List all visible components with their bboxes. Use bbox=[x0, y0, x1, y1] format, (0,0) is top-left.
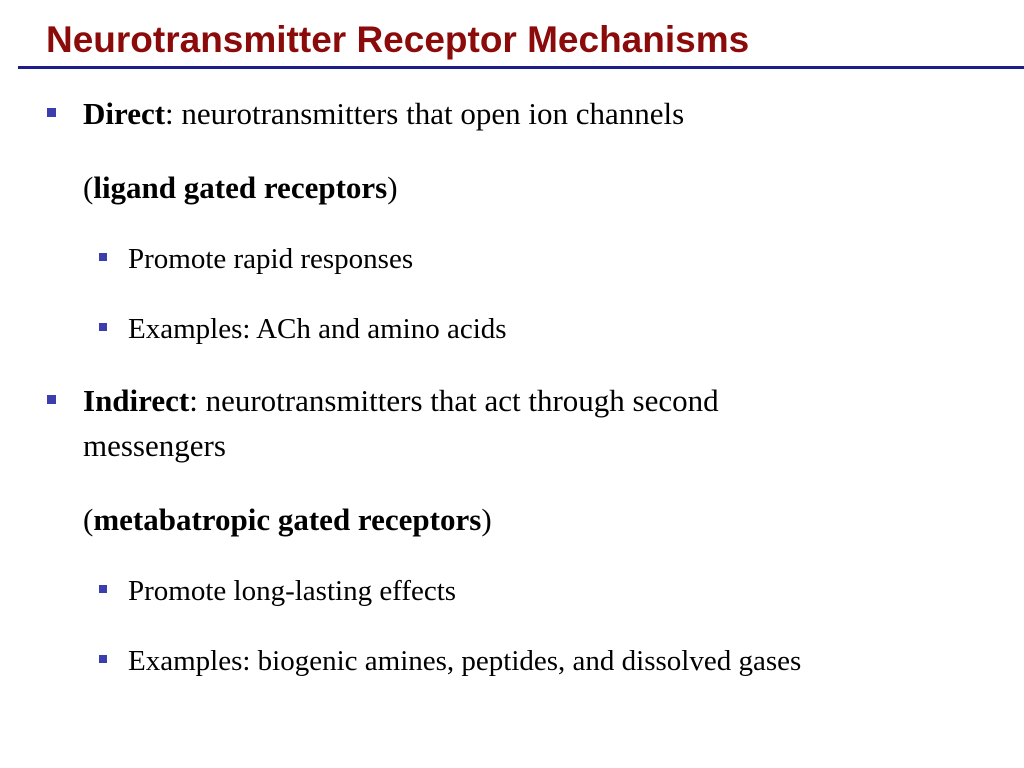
slide-title: Neurotransmitter Receptor Mechanisms bbox=[46, 19, 750, 60]
direct-item bbox=[83, 96, 684, 132]
direct-paren-open: ( bbox=[83, 170, 94, 205]
indirect-subitem-1: Promote long-lasting effects bbox=[128, 575, 457, 607]
direct-subitem-2: Examples: ACh and amino acids bbox=[128, 313, 507, 345]
bullet-square-icon bbox=[47, 395, 56, 404]
direct-subitem-1: Promote rapid responses bbox=[128, 243, 414, 275]
direct-receptor: ligand gated receptors bbox=[93, 170, 388, 205]
sub-bullet-square-icon bbox=[99, 323, 107, 331]
sub-bullet-square-icon bbox=[99, 253, 107, 261]
indirect-description: : neurotransmitters that act through second bbox=[189, 383, 719, 418]
indirect-item bbox=[83, 383, 719, 419]
indirect-receptor-type bbox=[83, 502, 492, 538]
sub-bullet-square-icon bbox=[99, 585, 107, 593]
bullet-square-icon bbox=[47, 108, 56, 117]
sub-bullet-square-icon bbox=[99, 655, 107, 663]
indirect-receptor: metabatropic gated receptors bbox=[93, 502, 482, 537]
indirect-term: Indirect bbox=[83, 383, 190, 418]
title-underline bbox=[18, 66, 1024, 69]
direct-paren-close: ) bbox=[387, 170, 398, 205]
direct-term: Direct bbox=[83, 96, 166, 131]
indirect-paren-close: ) bbox=[481, 502, 492, 537]
indirect-description-continued: messengers bbox=[83, 428, 226, 463]
indirect-subitem-2: Examples: biogenic amines, peptides, and dissolved gases bbox=[128, 645, 802, 677]
indirect-paren-open: ( bbox=[83, 502, 94, 537]
direct-description: : neurotransmitters that open ion channels bbox=[165, 96, 685, 131]
direct-receptor-type bbox=[83, 170, 398, 206]
